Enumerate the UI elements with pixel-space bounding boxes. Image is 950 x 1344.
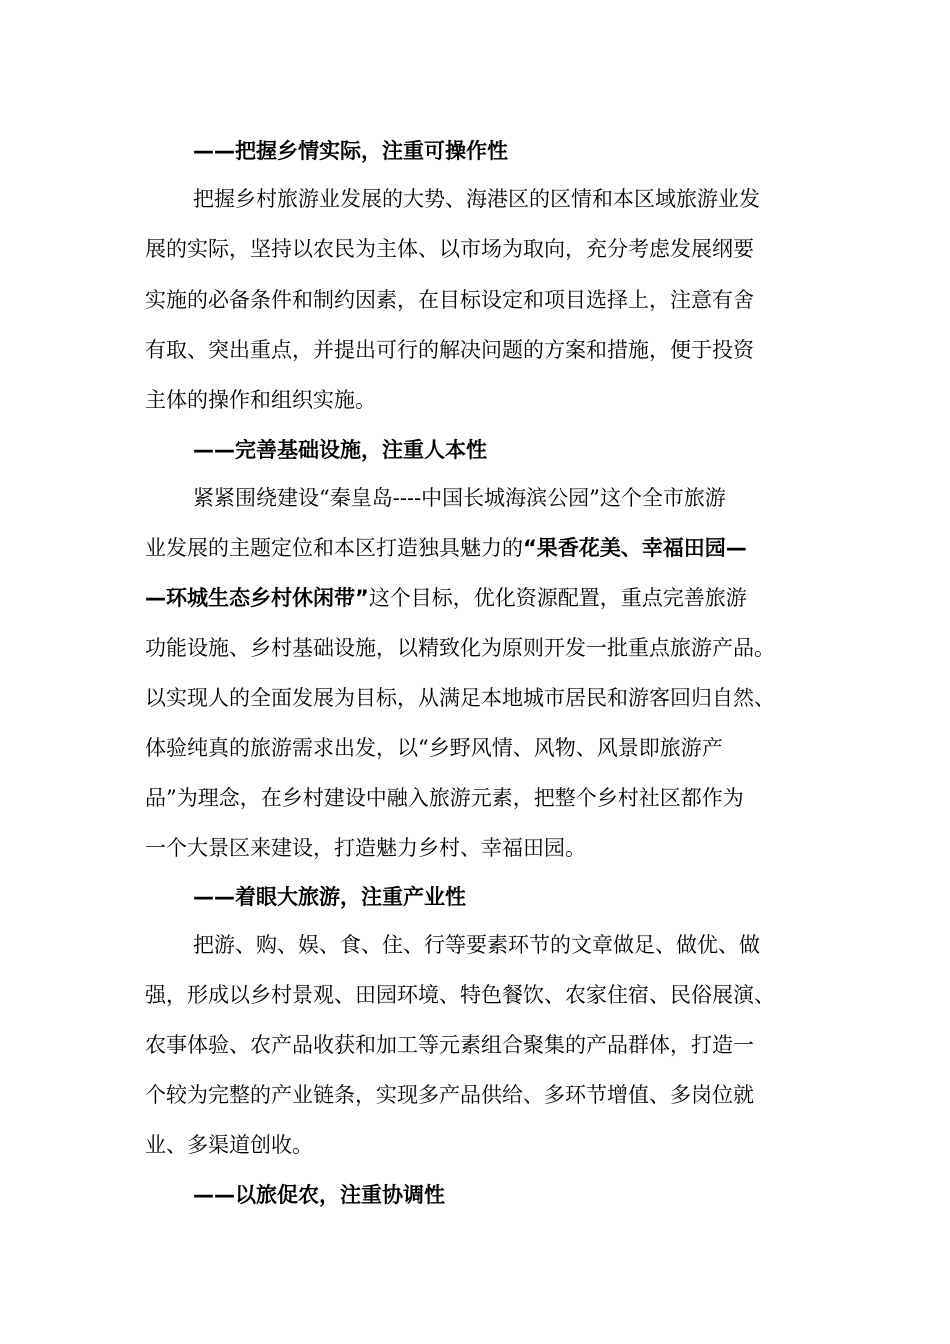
paragraph-line: 功能设施、乡村基础设施，以精致化为原则开发一批重点旅游产品。 [145, 636, 775, 660]
section-heading-human-centered: ——完善基础设施，注重人本性 [193, 438, 487, 462]
paragraph-text: 业发展的主题定位和本区打造独具魅力的 [145, 536, 523, 560]
paragraph-line: 一个大景区来建设，打造魅力乡村、幸福田园。 [145, 836, 586, 860]
paragraph-line: 以实现人的全面发展为目标，从满足本地城市居民和游客回归自然、 [145, 686, 775, 710]
emphasis-slogan: —环城生态乡村休闲带” [145, 586, 369, 610]
section-heading-operability: ——把握乡情实际，注重可操作性 [193, 139, 508, 163]
paragraph-line: 品”为理念，在乡村建设中融入旅游元素，把整个乡村社区都作为 [145, 786, 744, 810]
paragraph-line: 紧紧围绕建设“秦皇岛----中国长城海滨公园”这个全市旅游 [193, 486, 726, 510]
section-heading-industry: ——着眼大旅游，注重产业性 [193, 885, 466, 909]
paragraph-line: 强，形成以乡村景观、田园环境、特色餐饮、农家住宿、民俗展演、 [145, 983, 775, 1007]
paragraph-line: 体验纯真的旅游需求出发，以“乡野风情、风物、风景即旅游产 [145, 736, 723, 760]
paragraph-line: 把握乡村旅游业发展的大势、海港区的区情和本区域旅游业发 [193, 187, 760, 211]
paragraph-line: 主体的操作和组织实施。 [145, 388, 376, 412]
paragraph-line: 农事体验、农产品收获和加工等元素组合聚集的产品群体，打造一 [145, 1033, 754, 1057]
section-heading-coordination: ——以旅促农，注重协调性 [193, 1183, 445, 1207]
paragraph-line [145, 583, 747, 613]
paragraph-text: 这个目标，优化资源配置，重点完善旅游 [368, 586, 747, 610]
paragraph-line [145, 533, 747, 563]
paragraph-line: 实施的必备条件和制约因素，在目标设定和项目选择上，注意有舍 [145, 288, 754, 312]
paragraph-line: 个较为完整的产业链条，实现多产品供给、多环节增值、多岗位就 [145, 1083, 754, 1107]
paragraph-line: 展的实际，坚持以农民为主体、以市场为取向，充分考虑发展纲要 [145, 237, 754, 261]
paragraph-line: 业、多渠道创收。 [145, 1133, 313, 1157]
emphasis-slogan: “果香花美、幸福田园— [523, 536, 747, 560]
paragraph-line: 有取、突出重点，并提出可行的解决问题的方案和措施，便于投资 [145, 338, 754, 362]
paragraph-line: 把游、购、娱、食、住、行等要素环节的文章做足、做优、做 [193, 933, 760, 957]
